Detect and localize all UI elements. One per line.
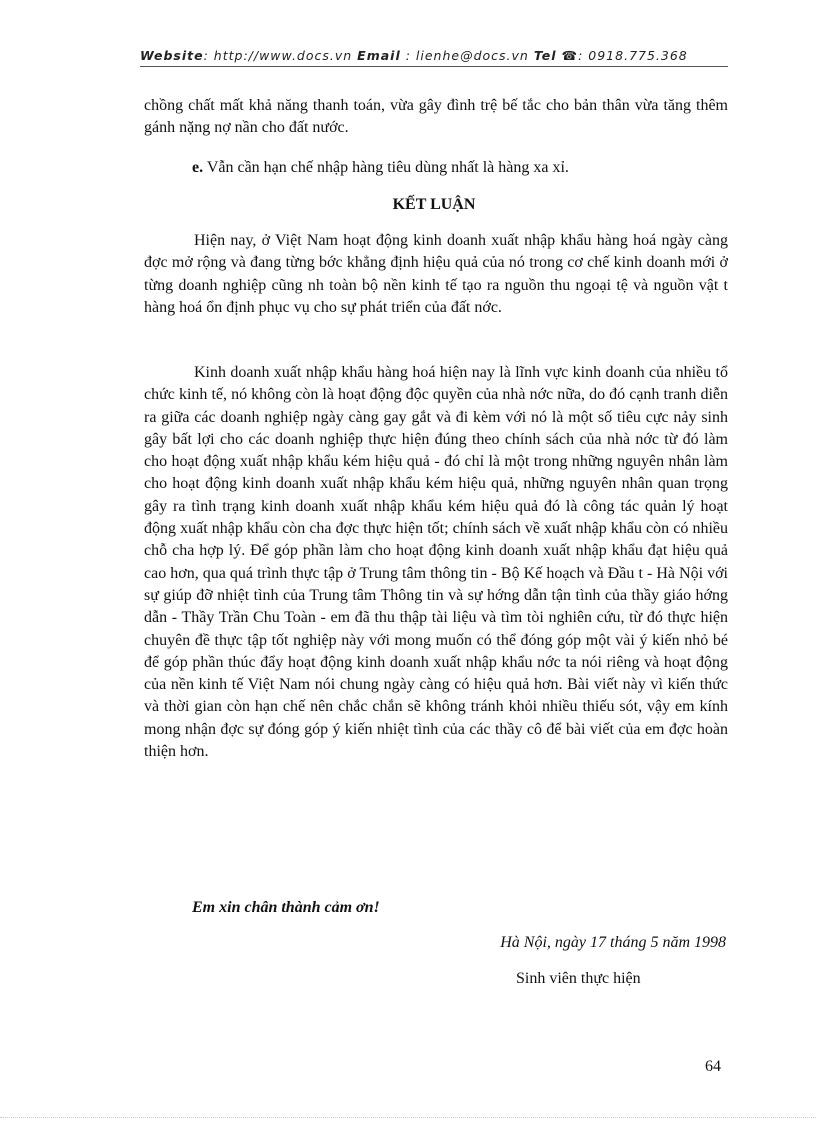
item-e-text: Vẫn cần hạn chế nhập hàng tiêu dùng nhất là hàng xa xỉ. [203, 159, 569, 176]
website-value: : http://www.docs.vn [203, 48, 353, 63]
thanks-line: Em xin chân thành cảm ơn! [192, 899, 380, 916]
conclusion-paragraph-2: Kinh doanh xuất nhập khẩu hàng hoá hiện nay là lĩnh vực kinh doanh của nhiều tổ chức kinh tế, nó không còn là hoạt động độc quyền của nhà nớc nữa, do đó cạnh tranh diễn ra giữa các doanh nghiệp ngày càng gay gắt và đi kèm với nó là một số tiêu cực nảy sinh gây bất lợi cho các doanh nghiệp thực hiện đúng theo chính sách của nhà nớc từ đó làm cho hoạt động xuất nhập khẩu kém hiệu quả - đó chỉ là một trong những nguyên nhân làm cho hoạt động kinh doanh xuất nhập khẩu kém hiệu quả, những nguyên nhân quan trọng gây ra tình trạng kinh doanh xuất nhập khẩu kém hiệu quả đó là công tác quản lý hoạt động xuất nhập khẩu còn cha đợc thực hiện tốt; chính sách về xuất nhập khẩu còn có nhiều chỗ cha hợp lý. Để góp phần làm cho hoạt động kinh doanh xuất nhập khẩu đạt hiệu quả cao hơn, qua quá trình thực tập ở Trung tâm thông tin - Bộ Kế hoạch và Đầu t - Hà Nội với sự giúp đỡ nhiệt tình của Trung tâm Thông tin và sự hớng dẫn tận tình của thầy giáo hớng dẫn - Thầy Trần Chu Toàn - em đã thu thập tài liệu và tìm tòi nghiên cứu, từ đó thực hiện chuyên đề thực tập tốt nghiệp này với mong muốn có thể đóng góp một vài ý kiến nhỏ bé để góp phần thúc đẩy hoạt động kinh doanh xuất nhập khẩu nớc ta nói riêng và hoạt động của nền kinh tế Việt Nam nói chung ngày càng có hiệu quả hơn. Bài viết này vì kiến thức và thời gian còn hạn chế nên chắc chắn sẽ không tránh khỏi nhiều thiếu sót, vậy em kính mong nhận đợc sự đóng góp ý kiến nhiệt tình của các thầy cô để bài viết của em đợc hoàn thiện hơn. [144, 364, 728, 761]
header-divider [140, 66, 728, 67]
item-e [192, 157, 728, 179]
page-number: 64 [705, 1058, 721, 1075]
section-title: KẾT LUẬN [392, 196, 476, 213]
email-value: : lienhe@docs.vn [405, 48, 529, 63]
tel-label: Tel [533, 48, 557, 63]
signature-line: Sinh viên thực hiện [516, 970, 641, 987]
page-header [140, 48, 728, 63]
email-label: Email [357, 48, 401, 63]
item-e-label: e. [192, 159, 204, 176]
conclusion-paragraph-1: Hiện nay, ở Việt Nam hoạt động kinh doanh xuất nhập khẩu hàng hoá ngày càng đợc mở rộng và đang từng bớc khẳng định hiệu quả của nó trong cơ chế kinh doanh mới ở từng doanh nghiệp cũng nh toàn bộ nền kinh tế tạo ra nguồn thu ngoại tệ và nguồn vật t hàng hoá ổn định phục vụ cho sự phát triển của đất nớc. [144, 232, 728, 316]
paragraph-continuation: chồng chất mất khả năng thanh toán, vừa gây đình trệ bế tắc cho bản thân vừa tăng thêm gánh nặng nợ nần cho đất nước. [144, 97, 728, 137]
website-label: Website [140, 48, 204, 63]
date-line: Hà Nội, ngày 17 tháng 5 năm 1998 [500, 934, 726, 951]
phone-icon: ☎ [561, 48, 579, 63]
tel-value: : 0918.775.368 [578, 48, 688, 63]
bottom-dotted-line [0, 1117, 816, 1118]
